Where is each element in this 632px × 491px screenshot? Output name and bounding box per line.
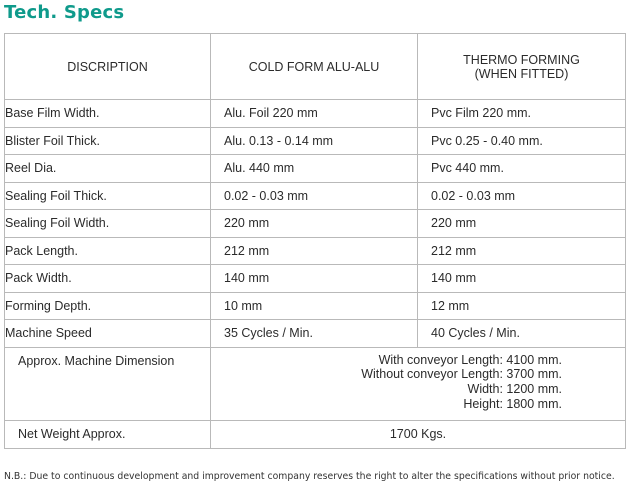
row-alu-value: Alu. 0.13 - 0.14 mm [211,127,418,155]
table-row [5,320,626,348]
row-alu-value: 212 mm [211,237,418,265]
table-row [5,127,626,155]
header-row [5,34,626,100]
footnote: N.B.: Due to continuous development and improvement company reserves the right to alter the specifications without prior notice. [4,471,615,482]
table-row [5,292,626,320]
row-label: Base Film Width. [5,100,211,128]
row-label: Pack Length. [5,237,211,265]
row-thermo-value: Pvc 440 mm. [418,155,626,183]
row-label: Blister Foil Thick. [5,127,211,155]
page-title: Tech. Specs [4,2,125,23]
dimension-line: With conveyor Length: 4100 mm. [378,352,562,367]
weight-value: 1700 Kgs. [211,420,626,448]
row-thermo-value: Pvc 0.25 - 0.40 mm. [418,127,626,155]
table-row [5,155,626,183]
table-row [5,265,626,293]
row-thermo-value: 12 mm [418,292,626,320]
row-alu-value: Alu. Foil 220 mm [211,100,418,128]
dimension-line: Height: 1800 mm. [463,396,562,411]
row-label: Forming Depth. [5,292,211,320]
row-alu-value: 10 mm [211,292,418,320]
table-row [5,237,626,265]
row-label: Reel Dia. [5,155,211,183]
row-alu-value: 0.02 - 0.03 mm [211,182,418,210]
dimension-label: Approx. Machine Dimension [5,347,211,420]
row-thermo-value: 140 mm [418,265,626,293]
weight-label: Net Weight Approx. [5,420,211,448]
header-thermo-line2: (WHEN FITTED) [474,66,569,81]
dimension-line: Width: 1200 mm. [467,382,562,397]
table-row [5,182,626,210]
table-row [5,100,626,128]
row-thermo-value: 0.02 - 0.03 mm [418,182,626,210]
row-label: Sealing Foil Width. [5,210,211,238]
header-cold-form: COLD FORM ALU-ALU [211,34,418,100]
row-label: Machine Speed [5,320,211,348]
row-alu-value: Alu. 440 mm [211,155,418,183]
row-thermo-value: 220 mm [418,210,626,238]
row-label: Pack Width. [5,265,211,293]
row-alu-value: 35 Cycles / Min. [211,320,418,348]
header-description: DISCRIPTION [5,34,211,100]
specs-table [4,33,626,449]
row-thermo-value: 212 mm [418,237,626,265]
row-label: Sealing Foil Thick. [5,182,211,210]
header-thermo-line1: THERMO FORMING [463,52,580,67]
row-thermo-value: 40 Cycles / Min. [418,320,626,348]
dimension-row [5,347,626,420]
row-alu-value: 220 mm [211,210,418,238]
table-row [5,210,626,238]
dimension-line: Without conveyor Length: 3700 mm. [361,367,562,382]
row-alu-value: 140 mm [211,265,418,293]
row-thermo-value: Pvc Film 220 mm. [418,100,626,128]
dimension-values [211,347,626,420]
header-thermo-forming [418,34,626,100]
weight-row [5,420,626,448]
